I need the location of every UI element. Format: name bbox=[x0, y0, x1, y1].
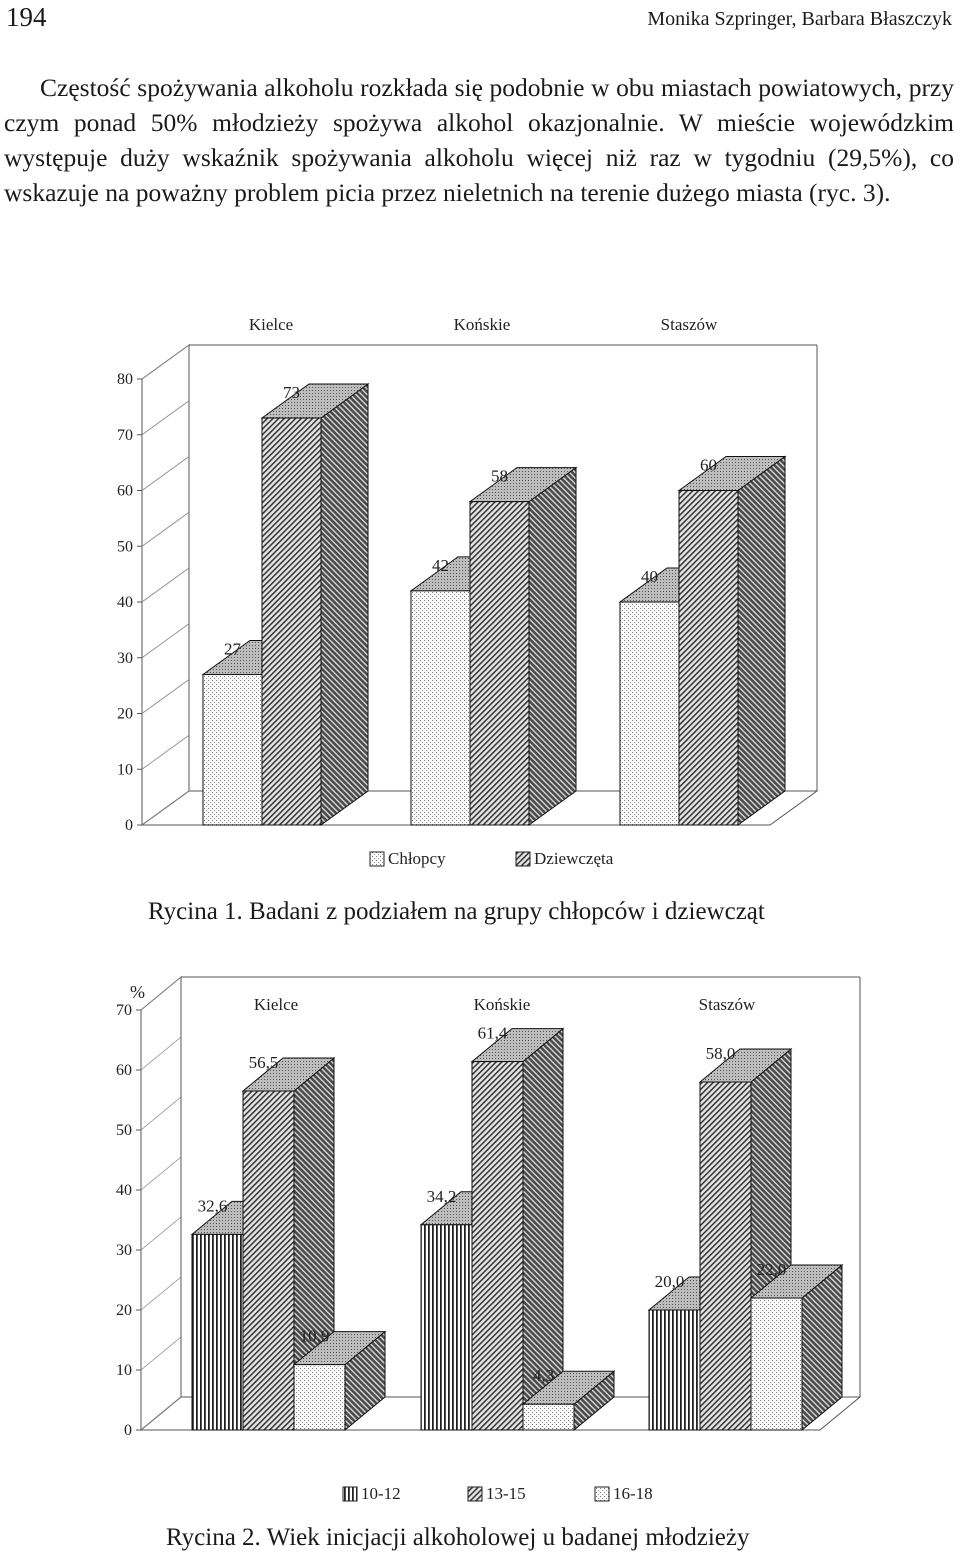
bar-front bbox=[472, 1062, 523, 1430]
legend-label: 10-12 bbox=[361, 1484, 401, 1503]
bar-front bbox=[243, 1091, 294, 1430]
y-gridline-side bbox=[142, 512, 189, 546]
y-tick-label: 20 bbox=[117, 705, 133, 723]
data-label: 22,0 bbox=[756, 1260, 787, 1279]
bar-front bbox=[649, 1310, 700, 1430]
data-label: 34,2 bbox=[426, 1186, 457, 1206]
y-gridline-side bbox=[142, 624, 189, 658]
category-label: Staszów bbox=[698, 995, 756, 1014]
y-gridline-side bbox=[141, 977, 181, 1010]
y-tick-label: 70 bbox=[117, 426, 133, 444]
y-tick-label: 0 bbox=[125, 817, 133, 834]
data-label: 32,6 bbox=[197, 1196, 228, 1216]
data-label: 56,5 bbox=[248, 1053, 279, 1072]
bar-front bbox=[523, 1404, 574, 1430]
figure-1-caption: Rycina 1. Badani z podziałem na grupy chłopców i dziewcząt bbox=[148, 898, 765, 925]
legend-swatch bbox=[343, 1487, 357, 1501]
legend-label: 13-15 bbox=[486, 1484, 526, 1503]
bar-side bbox=[321, 384, 368, 825]
category-label: Końskie bbox=[473, 995, 531, 1014]
figure-2-caption: Rycina 2. Wiek inicjacji alkoholowej u badanej młodzieży bbox=[166, 1524, 750, 1551]
bar-side bbox=[529, 468, 576, 825]
bar-front bbox=[620, 602, 679, 825]
legend-swatch bbox=[516, 852, 530, 866]
y-gridline-side bbox=[142, 401, 189, 435]
category-label: Kielce bbox=[253, 995, 299, 1014]
y-gridline-side bbox=[142, 568, 189, 602]
back-left-wall bbox=[141, 977, 181, 1430]
y-tick-label: 50 bbox=[117, 538, 133, 556]
y-gridline-side bbox=[141, 1337, 181, 1370]
bar-Dziewczęta-Końskie bbox=[470, 468, 576, 825]
y-tick-label: 50 bbox=[116, 1122, 132, 1139]
running-head: Monika Szpringer, Barbara Błaszczyk bbox=[647, 8, 952, 30]
body-paragraph: Częstość spożywania alkoholu rozkłada się podobnie w obu miastach powiatowych, przy czym ponad 50% młodzieży spożywa alkohol okazjonalnie. W mieście wojewódzkim występuje duży wskaźnik spożywania alkoholu więcej niż raz w tygodniu (29,5%), co wskazuje na poważny problem picia przez nieletnich na terenie dużego miasta (ryc. 3). bbox=[4, 73, 954, 207]
legend-swatch bbox=[468, 1487, 482, 1501]
y-tick-label: 30 bbox=[116, 1242, 132, 1259]
category-label: Kielce bbox=[248, 315, 294, 334]
y-gridline-side bbox=[142, 457, 189, 491]
y-gridline-side bbox=[141, 1037, 181, 1070]
y-gridline-side bbox=[141, 1217, 181, 1250]
y-tick-label: 80 bbox=[117, 371, 133, 388]
chart-figure-2 bbox=[0, 980, 960, 1515]
y-tick-label: 10 bbox=[117, 761, 133, 779]
bar-front bbox=[411, 591, 470, 825]
y-tick-label: 60 bbox=[116, 1062, 132, 1079]
y-gridline-side bbox=[141, 1157, 181, 1190]
y-tick-label: 10 bbox=[116, 1362, 132, 1379]
bar-front bbox=[700, 1082, 751, 1430]
y-gridline-side bbox=[142, 680, 189, 714]
bar-front bbox=[203, 674, 262, 825]
legend-swatch bbox=[595, 1487, 609, 1501]
category-label: Końskie bbox=[453, 315, 511, 334]
bar-front bbox=[751, 1298, 802, 1430]
data-label: 20,0 bbox=[654, 1272, 685, 1291]
y-gridline-side bbox=[141, 1397, 181, 1430]
bar-16-18-Staszów bbox=[751, 1265, 842, 1430]
y-tick-label: 30 bbox=[117, 649, 133, 667]
page-number: 194 bbox=[6, 2, 47, 32]
y-axis-label: % bbox=[130, 982, 145, 1002]
bar-front bbox=[470, 502, 529, 825]
chart-figure-1 bbox=[0, 300, 960, 868]
data-label: 42 bbox=[432, 555, 449, 575]
y-tick-label: 60 bbox=[117, 482, 133, 500]
legend-label: 16-18 bbox=[613, 1484, 653, 1503]
bar-front bbox=[294, 1365, 345, 1430]
bar-front bbox=[262, 418, 321, 825]
y-gridline-side bbox=[142, 345, 189, 379]
data-label: 4,3 bbox=[532, 1366, 555, 1386]
data-label: 61,4 bbox=[477, 1023, 508, 1043]
data-label: 10,9 bbox=[299, 1326, 330, 1346]
y-tick-label: 70 bbox=[116, 1002, 132, 1019]
bar-front bbox=[421, 1225, 472, 1430]
legend-swatch bbox=[370, 852, 384, 866]
category-label: Staszów bbox=[660, 315, 718, 334]
data-label: 73 bbox=[283, 383, 300, 403]
bar-front bbox=[679, 491, 738, 826]
y-tick-label: 40 bbox=[116, 1182, 132, 1199]
data-label: 40 bbox=[641, 567, 658, 586]
y-gridline-side bbox=[141, 1277, 181, 1310]
data-label: 58,0 bbox=[705, 1044, 736, 1063]
legend-label: Dziewczęta bbox=[534, 849, 614, 868]
y-tick-label: 0 bbox=[124, 1422, 132, 1439]
y-tick-label: 40 bbox=[117, 594, 133, 611]
y-tick-label: 20 bbox=[116, 1302, 132, 1319]
bar-front bbox=[192, 1234, 243, 1430]
bar-Dziewczęta-Staszów bbox=[679, 457, 785, 826]
data-label: 27 bbox=[224, 639, 241, 659]
y-gridline-side bbox=[142, 735, 189, 769]
y-gridline-side bbox=[142, 791, 189, 825]
bar-Dziewczęta-Kielce bbox=[262, 384, 368, 825]
legend-label: Chłopcy bbox=[388, 849, 446, 868]
data-label: 60 bbox=[700, 455, 717, 475]
bar-side bbox=[738, 457, 785, 826]
data-label: 58 bbox=[491, 466, 508, 486]
y-gridline-side bbox=[141, 1097, 181, 1130]
